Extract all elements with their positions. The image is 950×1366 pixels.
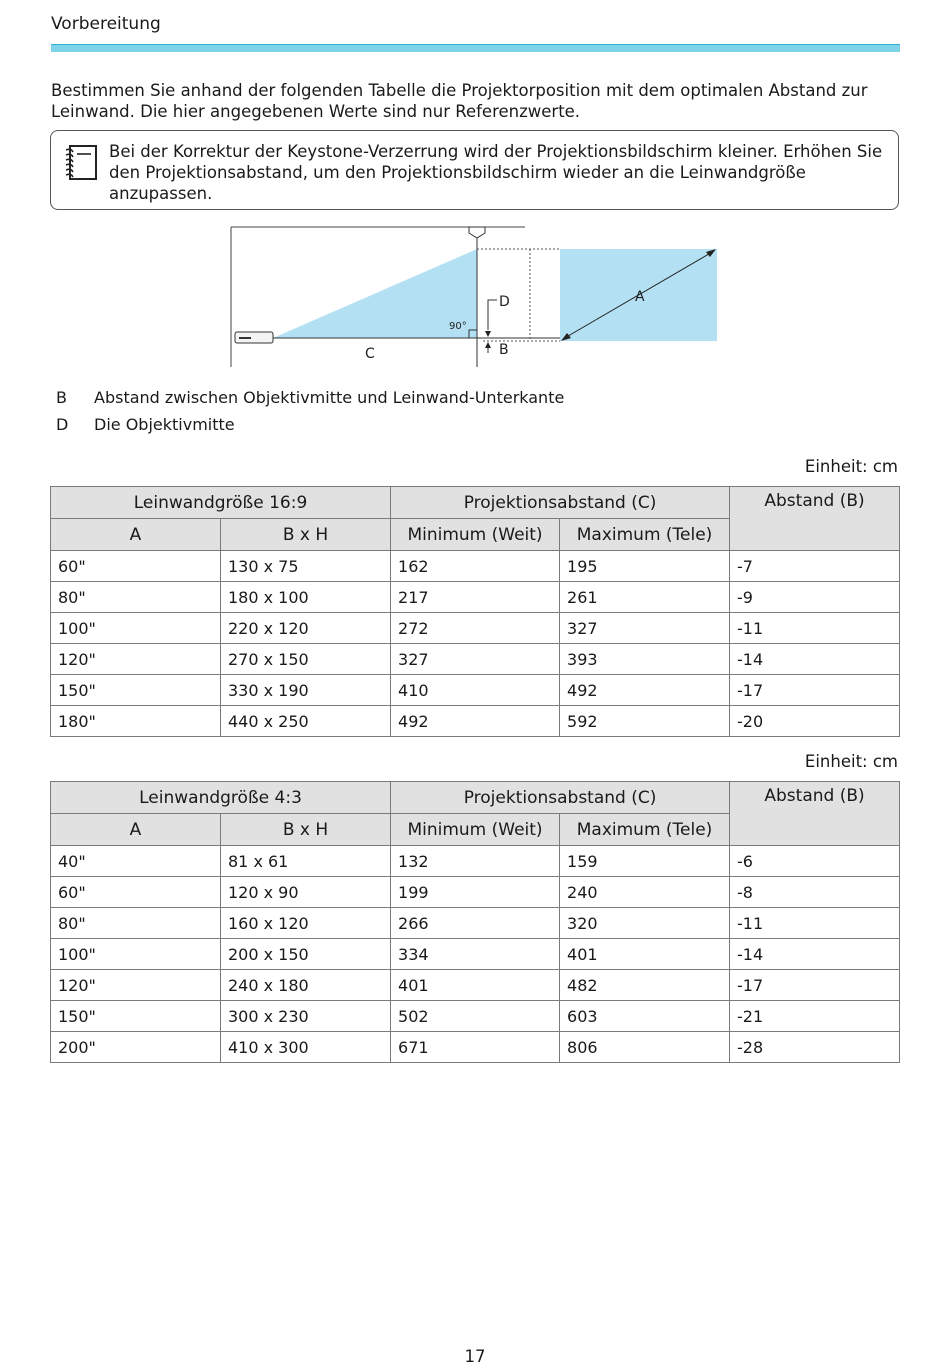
table-row xyxy=(51,551,900,582)
table-cell: 272 xyxy=(391,613,560,644)
label-c: C xyxy=(365,346,375,362)
table-cell: 671 xyxy=(391,1032,560,1063)
table-cell: 270 x 150 xyxy=(221,644,391,675)
legend-key: D xyxy=(56,415,69,434)
table-cell: 492 xyxy=(391,706,560,737)
header-size: Leinwandgröße 4:3 xyxy=(51,782,391,814)
unit-label-4-3: Einheit: cm xyxy=(804,752,898,771)
table-cell: 130 x 75 xyxy=(221,551,391,582)
table-row xyxy=(51,675,900,706)
header-title: Vorbereitung xyxy=(51,14,161,34)
header-min: Minimum (Weit) xyxy=(391,519,560,551)
table-cell: 393 xyxy=(560,644,730,675)
table-16-9 xyxy=(50,486,900,737)
table-cell: 806 xyxy=(560,1032,730,1063)
label-d: D xyxy=(499,294,510,310)
table-cell: 160 x 120 xyxy=(221,908,391,939)
table-cell: 502 xyxy=(391,1001,560,1032)
table-cell: 410 x 300 xyxy=(221,1032,391,1063)
table-cell: 410 xyxy=(391,675,560,706)
note-box xyxy=(50,130,899,210)
header-bxh: B x H xyxy=(221,519,391,551)
table-cell: -11 xyxy=(730,613,900,644)
note-text: Bei der Korrektur der Keystone-Verzerrung wird der Projektionsbildschirm kleiner. Erhöhen Sie den Projektionsabstand, um den Projektionsbildschirm wieder an die Leinwandgröße anzupassen. xyxy=(109,142,883,203)
table-row xyxy=(51,644,900,675)
table-cell: -11 xyxy=(730,908,900,939)
table-cell: 492 xyxy=(560,675,730,706)
table-cell: -9 xyxy=(730,582,900,613)
table-cell: 327 xyxy=(560,613,730,644)
label-angle: 90° xyxy=(449,321,467,332)
header-a: A xyxy=(51,519,221,551)
table-cell: 266 xyxy=(391,908,560,939)
table-cell: 199 xyxy=(391,877,560,908)
table-cell: 80" xyxy=(51,908,221,939)
table-cell: 180 x 100 xyxy=(221,582,391,613)
unit-label-16-9: Einheit: cm xyxy=(804,457,898,476)
table-cell: -17 xyxy=(730,675,900,706)
table-cell: 401 xyxy=(560,939,730,970)
page-number: 17 xyxy=(464,1347,486,1366)
table-cell: 440 x 250 xyxy=(221,706,391,737)
note-icon xyxy=(63,143,99,183)
table-cell: -20 xyxy=(730,706,900,737)
table-cell: 401 xyxy=(391,970,560,1001)
table-row xyxy=(51,877,900,908)
table-row xyxy=(51,939,900,970)
legend-text: Abstand zwischen Objektivmitte und Leinwand-Unterkante xyxy=(94,388,565,407)
projection-diagram xyxy=(225,222,725,372)
table-cell: 592 xyxy=(560,706,730,737)
table-cell: 40" xyxy=(51,846,221,877)
leader-d xyxy=(488,300,497,330)
table-cell: 200 x 150 xyxy=(221,939,391,970)
table-cell: -14 xyxy=(730,644,900,675)
table-row xyxy=(51,1001,900,1032)
table-cell: 60" xyxy=(51,551,221,582)
table-cell: 80" xyxy=(51,582,221,613)
legend-text: Die Objektivmitte xyxy=(94,415,235,434)
table-cell: -6 xyxy=(730,846,900,877)
header-offset: Abstand (B) xyxy=(730,487,900,551)
header-offset: Abstand (B) xyxy=(730,782,900,846)
header-min: Minimum (Weit) xyxy=(391,814,560,846)
table-cell: -8 xyxy=(730,877,900,908)
table-cell: -7 xyxy=(730,551,900,582)
table-cell: 300 x 230 xyxy=(221,1001,391,1032)
table-cell: 240 x 180 xyxy=(221,970,391,1001)
table-cell: 195 xyxy=(560,551,730,582)
table-cell: 603 xyxy=(560,1001,730,1032)
header-a: A xyxy=(51,814,221,846)
header-max: Maximum (Tele) xyxy=(560,519,730,551)
arrowhead-b-up xyxy=(485,342,491,348)
header-size: Leinwandgröße 16:9 xyxy=(51,487,391,519)
header-rule xyxy=(51,44,900,52)
table-row xyxy=(51,970,900,1001)
table-cell: 240 xyxy=(560,877,730,908)
table-cell: 327 xyxy=(391,644,560,675)
table-cell: 132 xyxy=(391,846,560,877)
arrowhead-b-down xyxy=(485,331,491,337)
table-cell: 220 x 120 xyxy=(221,613,391,644)
table-cell: 100" xyxy=(51,939,221,970)
table-cell: 120" xyxy=(51,644,221,675)
table-cell: 261 xyxy=(560,582,730,613)
projection-beam xyxy=(273,249,477,338)
table-cell: 482 xyxy=(560,970,730,1001)
table-cell: 180" xyxy=(51,706,221,737)
table-row xyxy=(51,582,900,613)
table-cell: -17 xyxy=(730,970,900,1001)
table-row xyxy=(51,846,900,877)
table-cell: 159 xyxy=(560,846,730,877)
table-row xyxy=(51,908,900,939)
table-cell: 150" xyxy=(51,1001,221,1032)
table-4-3 xyxy=(50,781,900,1063)
table-cell: 320 xyxy=(560,908,730,939)
table-cell: 200" xyxy=(51,1032,221,1063)
table-cell: -14 xyxy=(730,939,900,970)
table-row xyxy=(51,613,900,644)
table-cell: 162 xyxy=(391,551,560,582)
header-distance: Projektionsabstand (C) xyxy=(391,487,730,519)
table-cell: -28 xyxy=(730,1032,900,1063)
legend-key: B xyxy=(56,388,67,407)
table-cell: 60" xyxy=(51,877,221,908)
table-cell: 334 xyxy=(391,939,560,970)
ceiling-mount-icon xyxy=(469,227,485,238)
table-cell: -21 xyxy=(730,1001,900,1032)
table-cell: 330 x 190 xyxy=(221,675,391,706)
label-a: A xyxy=(635,289,645,305)
intro-text: Bestimmen Sie anhand der folgenden Tabelle die Projektorposition mit dem optimalen Abstand zur Leinwand. Die hier angegebenen Werte sind nur Referenzwerte. xyxy=(51,81,868,121)
table-cell: 150" xyxy=(51,675,221,706)
header-max: Maximum (Tele) xyxy=(560,814,730,846)
label-b: B xyxy=(499,342,509,358)
header-bxh: B x H xyxy=(221,814,391,846)
table-cell: 120" xyxy=(51,970,221,1001)
header-distance: Projektionsabstand (C) xyxy=(391,782,730,814)
table-cell: 100" xyxy=(51,613,221,644)
table-row xyxy=(51,706,900,737)
table-cell: 120 x 90 xyxy=(221,877,391,908)
table-row xyxy=(51,1032,900,1063)
table-cell: 217 xyxy=(391,582,560,613)
table-cell: 81 x 61 xyxy=(221,846,391,877)
